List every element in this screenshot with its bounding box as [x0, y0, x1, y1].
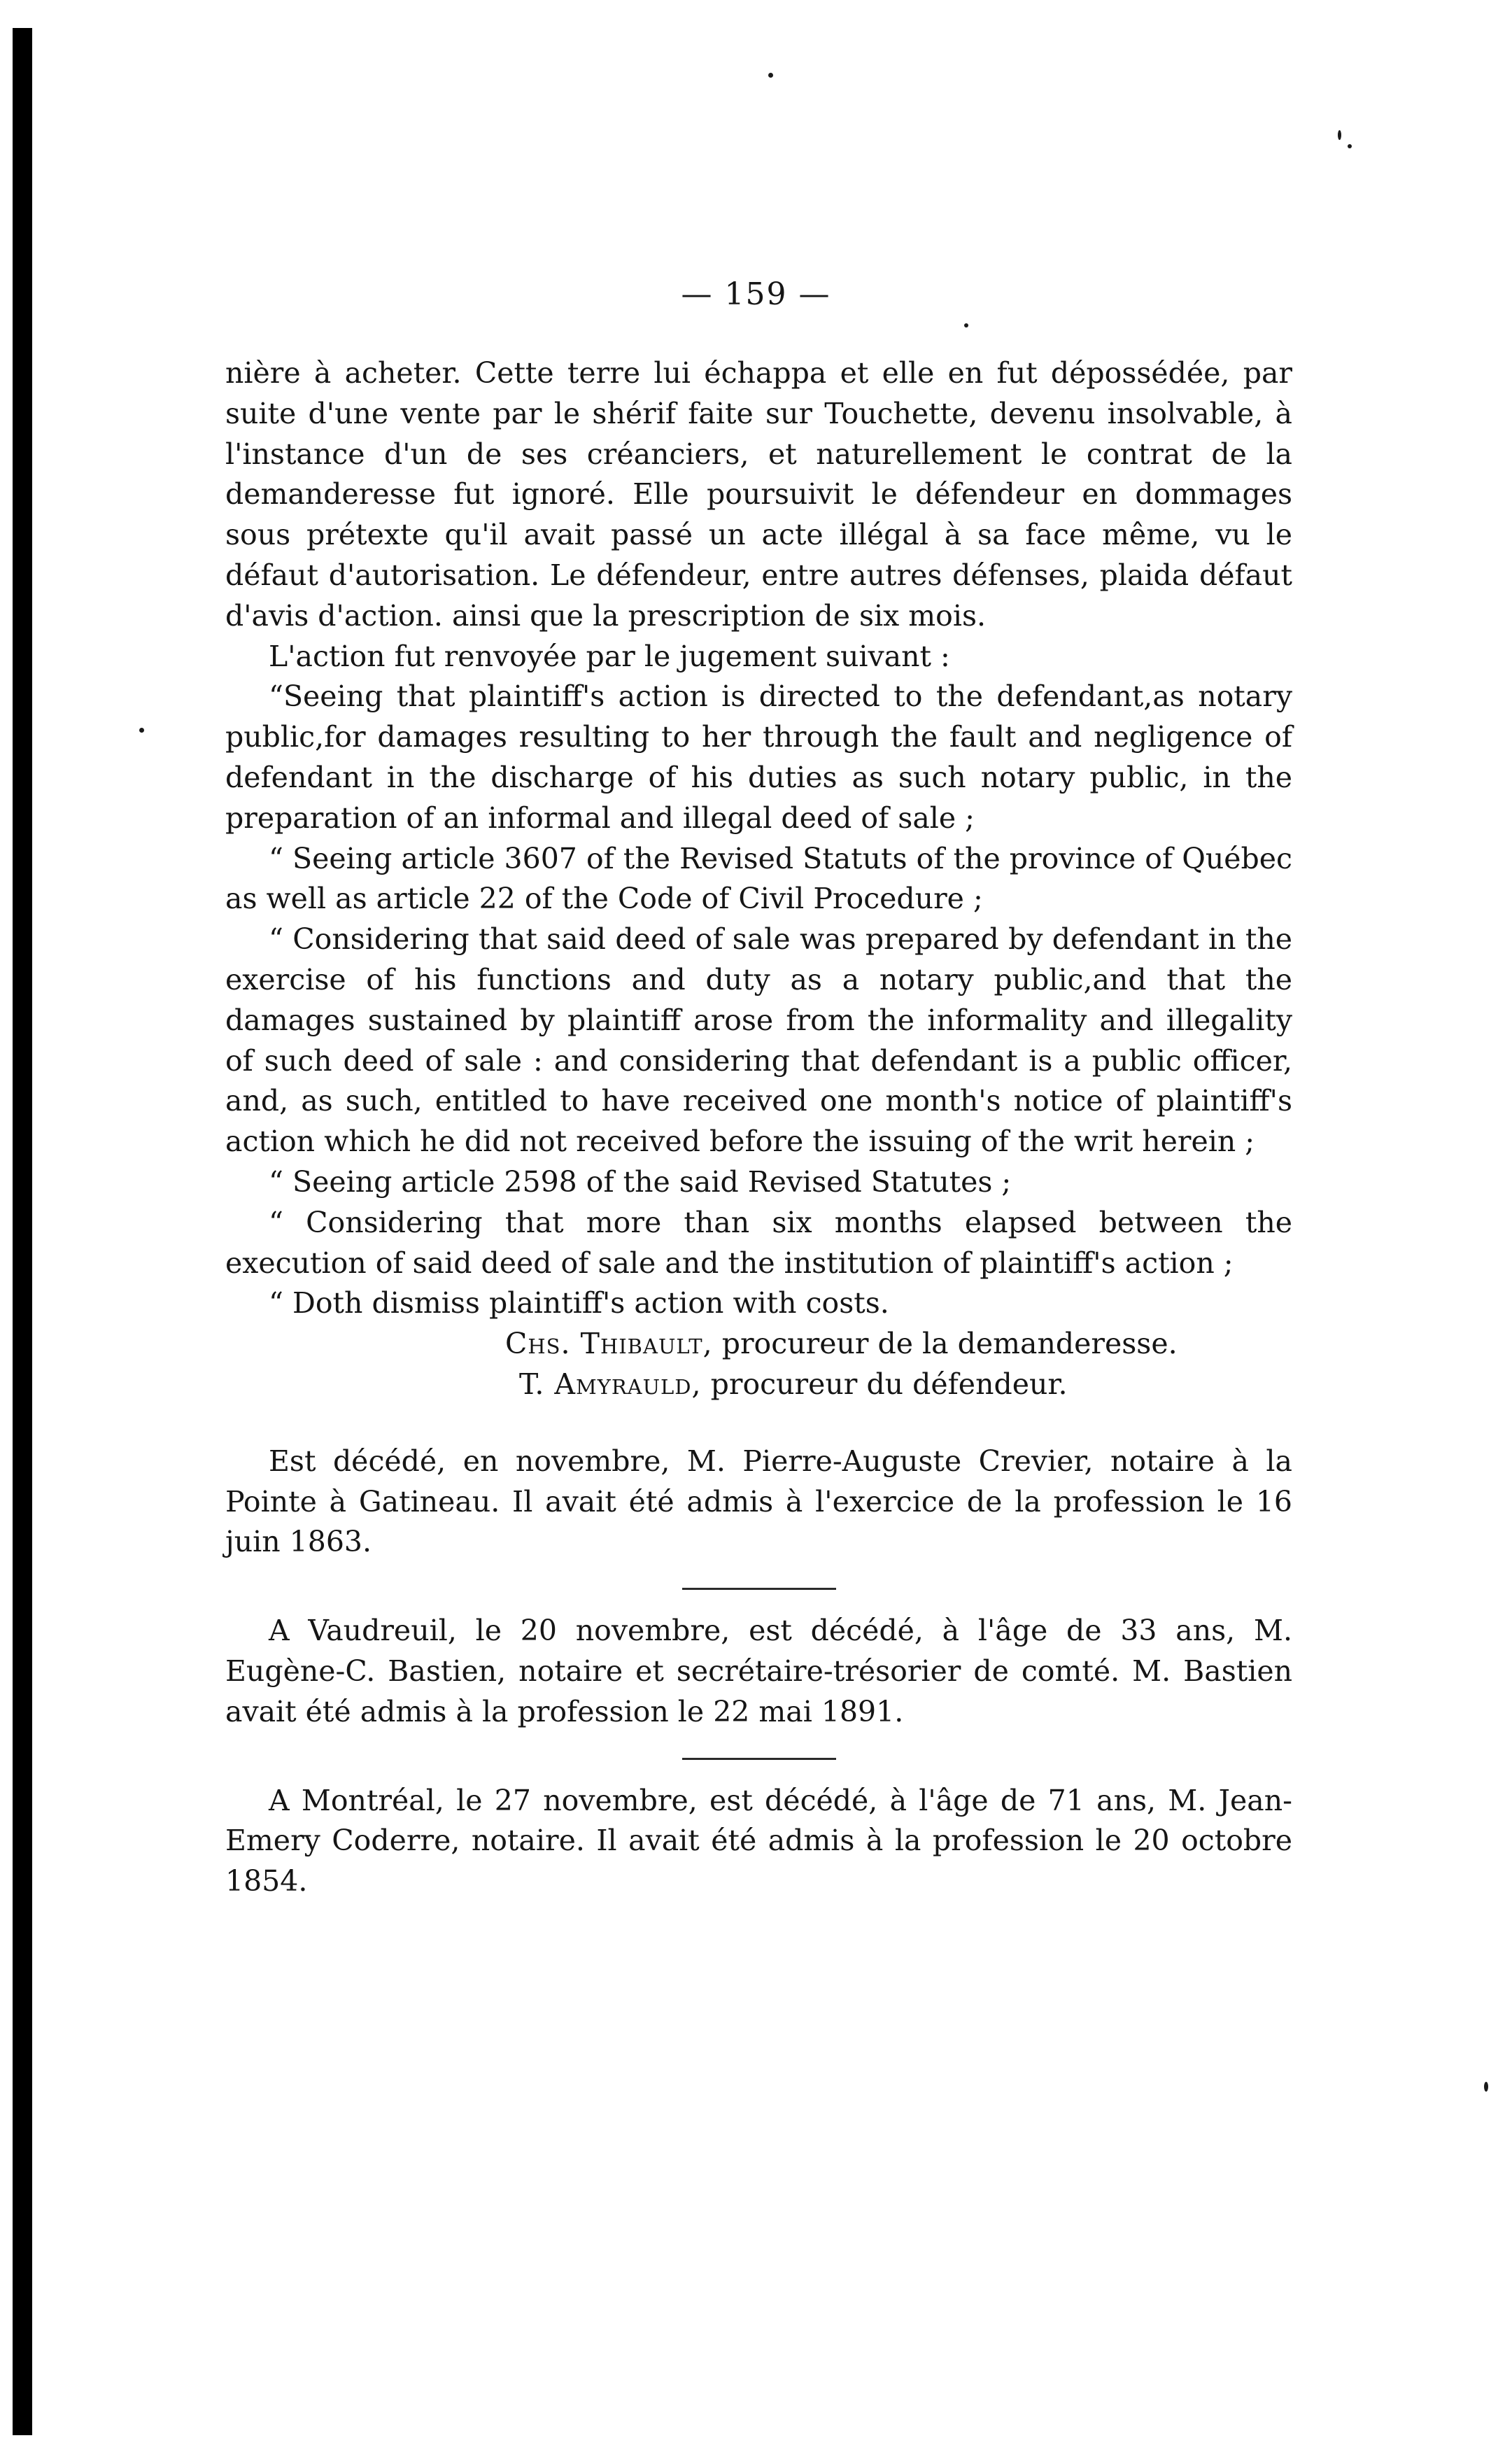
page-body	[225, 353, 1292, 1902]
paragraph-dismissal: “ Doth dismiss plaintiff's action with costs.	[269, 1286, 889, 1320]
scan-speck	[964, 323, 968, 327]
signature-name: Chs. Thibault,	[505, 1327, 713, 1361]
page-number: — 159 —	[681, 276, 831, 312]
obituary-coderre: A Montréal, le 27 novembre, est décédé, à l'âge de 71 ans, M. Jean-Emery Coderre, notaire. Il avait été admis à la profession le 20 octobre 1854.	[225, 1783, 1292, 1898]
paragraph-considering-deed: “ Considering that said deed of sale was prepared by defendant in the exercise of his functions and duty as a notary public,and that the damages sustained by plaintiff arose from the informality and illegality of such deed of sale : and considering that defendant is a public officer, and, as such, entitled to have received one month's notice of plaintiff's action which he did not received before the issuing of the writ herein ;	[225, 922, 1292, 1159]
obituary-crevier: Est décédé, en novembre, M. Pierre-Auguste Crevier, notaire à la Pointe à Gatineau. Il avait été admis à l'exercice de la profession le 16 juin 1863.	[225, 1444, 1292, 1559]
signature-name: T. Amyrauld,	[519, 1367, 702, 1401]
paragraph-intro: nière à acheter. Cette terre lui échappa et elle en fut dépossédée, par suite d'une vente par le shérif faite sur Touchette, devenu insolvable, à l'instance d'un de ses créanciers, et naturellement le contrat de la demanderesse fut ignoré. Elle poursuivit le défendeur en dommages sous prétexte qu'il avait passé un acte illégal à sa face même, vu le défaut d'autorisation. Le défendeur, entre autres défenses, plaida défaut d'avis d'action. ainsi que la prescription de six mois.	[225, 356, 1292, 633]
separator-rule	[682, 1758, 836, 1760]
paragraph-seeing-article-3607: “ Seeing article 3607 of the Revised Statuts of the province of Québec as well as article 22 of the Code of Civil Procedure ;	[225, 841, 1292, 916]
signature-role: procureur du défendeur.	[710, 1367, 1068, 1401]
scan-speck	[1338, 130, 1341, 140]
scan-speck	[1484, 2082, 1488, 2092]
scan-speck	[1348, 144, 1352, 148]
paragraph-judgment-intro: L'action fut renvoyée par le jugement suivant :	[269, 639, 950, 673]
paragraph-considering-delay: “ Considering that more than six months elapsed between the execution of said deed of sale and the institution of plaintiff's action ;	[225, 1205, 1292, 1280]
scan-speck	[768, 73, 773, 78]
binding-edge	[13, 28, 32, 2435]
scan-speck	[139, 728, 144, 733]
signature-role: procureur de la demanderesse.	[721, 1327, 1178, 1361]
signature-plaintiff-attorney	[225, 1324, 1292, 1365]
paragraph-seeing-article-2598: “ Seeing article 2598 of the said Revised Statutes ;	[269, 1164, 1012, 1199]
separator-rule	[682, 1588, 836, 1590]
paragraph-seeing-action: “Seeing that plaintiff's action is directed to the defendant,as notary public,for damages resulting to her through the fault and negligence of defendant in the discharge of his duties as such notary public, in the preparation of an informal and illegal deed of sale ;	[225, 679, 1292, 835]
signature-defendant-attorney	[225, 1365, 1292, 1405]
obituary-bastien: A Vaudreuil, le 20 novembre, est décédé, à l'âge de 33 ans, M. Eugène-C. Bastien, notaire et secrétaire-trésorier de comté. M. Bastien avait été admis à la profession le 22 mai 1891.	[225, 1614, 1292, 1728]
